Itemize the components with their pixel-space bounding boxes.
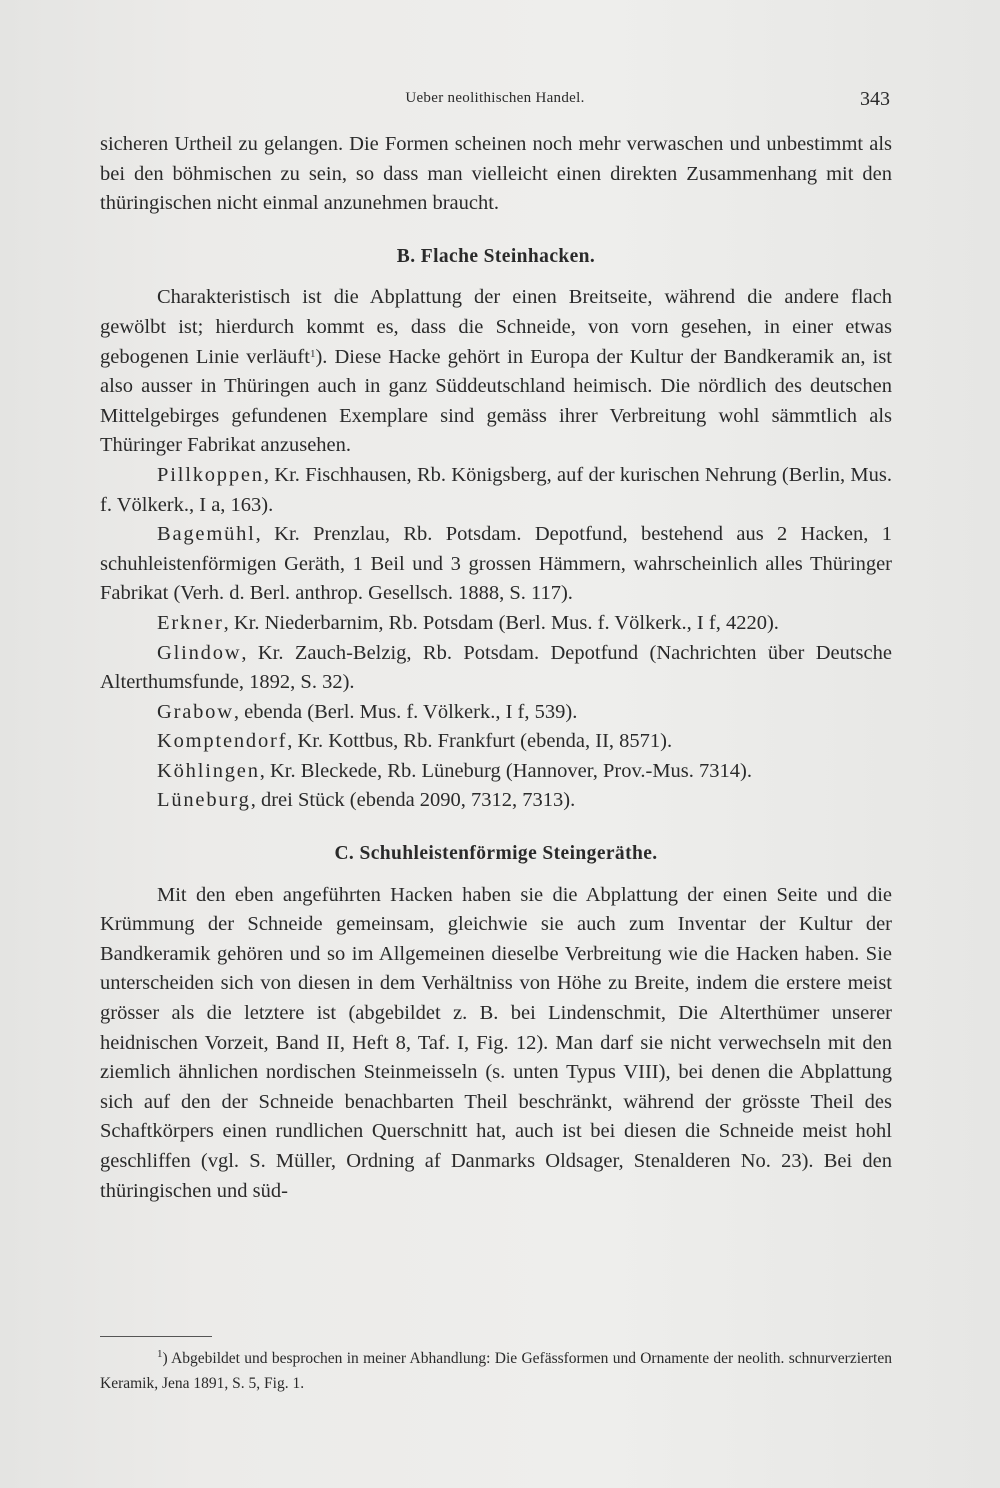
- section-b-text-part2: ). Diese Hacke gehört in Europa der Kultur der Bandkeramik an, ist also ausser in Thüringen auch in ganz Süddeutschland heimisch. Die nördlich des deutschen Mittelgebirges gefundenen Exemplare sind gemäss ihrer Verbreitung wohl sämmtlich als Thüringer Fabrikat anzusehen.: [100, 345, 892, 457]
- find-entry: [100, 786, 892, 816]
- section-b-paragraph: [100, 283, 892, 461]
- footnote-marker: 1: [157, 1348, 163, 1360]
- running-title: Ueber neolithischen Handel.: [405, 90, 585, 106]
- footnotes: [100, 1346, 892, 1396]
- find-place: Lüneburg: [157, 789, 251, 812]
- find-place: Pillkoppen: [157, 463, 264, 486]
- find-text: , drei Stück (ebenda 2090, 7312, 7313).: [250, 789, 576, 812]
- section-c-paragraph: Mit den eben angeführten Hacken haben sie die Abplattung der einen Seite und die Krümmung der Schneide gemeinsam, gleichwie sie auch zum Inventar der Kultur der Bandkeramik gehören und so im Allgemeinen dieselbe Verbreitung wie die Hacken haben. Sie unterscheiden sich von diesen in dem Verhältniss von Höhe zu Breite, indem die erstere meist grösser als die letztere ist (abgebildet z. B. bei Lindenschmit, Die Alterthümer unserer heidnischen Vorzeit, Band II, Heft 8, Taf. I, Fig. 12). Man darf sie nicht verwechseln mit den ziemlich ähnlichen nordischen Steinmeisseln (s. unten Typus VIII), bei denen die Abplattung sich auf den der Schneide benachbarten Theil beschränkt, während der grösste Theil des Schaftkörpers einen rundlichen Querschnitt hat, auch ist bei diesen die Schneide meist hohl geschliffen (vgl. S. Müller, Ordning af Danmarks Oldsager, Stenalderen No. 23). Bei den thüringischen und süd-: [100, 883, 892, 1202]
- find-entry: [100, 698, 892, 728]
- find-entry: [100, 639, 892, 698]
- find-entry: [100, 461, 892, 520]
- find-entry: [100, 520, 892, 609]
- find-place: Bagemühl: [157, 523, 256, 546]
- footnote: [100, 1346, 892, 1396]
- footnote-divider: [100, 1336, 212, 1337]
- footnote-reference: 1: [309, 347, 316, 360]
- find-text: , Kr. Fischhausen, Rb. Königsberg, auf der kurischen Nehrung (Berlin, Mus. f. Völkerk., I a, 163).: [100, 463, 892, 516]
- section-c-heading: C. Schuhleistenförmige Steingeräthe.: [334, 843, 658, 865]
- find-text: , ebenda (Berl. Mus. f. Völkerk., I f, 539).: [233, 700, 578, 723]
- page-number: 343: [860, 88, 890, 110]
- section-b-text-part1: Charakteristisch ist die Abplattung der einen Breitseite, während die andere flach gewölbt ist; hierdurch kommt es, dass die Schneide, von vorn gesehen, in einer etwas gebogenen Linie verläuft: [100, 286, 892, 368]
- section-b-heading: B. Flache Steinhacken.: [396, 245, 596, 267]
- find-place: Köhlingen: [157, 759, 260, 782]
- find-place: Erkner: [157, 611, 224, 634]
- find-text: , Kr. Bleckede, Rb. Lüneburg (Hannover, Prov.-Mus. 7314).: [259, 759, 752, 782]
- intro-paragraph: sicheren Urtheil zu gelangen. Die Formen scheinen noch mehr verwaschen und unbestimmt als bei den böhmischen zu sein, so dass man vielleicht einen direkten Zusammenhang mit den thüringischen nicht einmal anzunehmen braucht.: [100, 133, 892, 215]
- find-place: Grabow: [157, 700, 234, 723]
- find-entry: [100, 757, 892, 787]
- main-text: [100, 130, 892, 1206]
- find-place: Komptendorf: [157, 730, 288, 753]
- find-entry: [100, 727, 892, 757]
- page-header: [100, 88, 890, 112]
- find-text: , Kr. Prenzlau, Rb. Potsdam. Depotfund, bestehend aus 2 Hacken, 1 schuhleistenförmigen Geräth, 1 Beil und 3 grossen Hämmern, wahrscheinlich alles Thüringer Fabrikat (Verh. d. Berl. anthrop. Gesellsch. 1888, S. 117).: [100, 523, 892, 605]
- footnote-text: ) Abgebildet und besprochen in meiner Abhandlung: Die Gefässformen und Ornamente der neolith. schnurverzierten Keramik, Jena 1891, S. 5, Fig. 1.: [100, 1350, 892, 1392]
- find-text: , Kr. Niederbarnim, Rb. Potsdam (Berl. Mus. f. Völkerk., I f, 4220).: [223, 611, 779, 634]
- find-text: , Kr. Kottbus, Rb. Frankfurt (ebenda, II, 8571).: [287, 730, 673, 753]
- find-place: Glindow: [157, 641, 242, 664]
- find-entry: [100, 609, 892, 639]
- find-text: , Kr. Zauch-Belzig, Rb. Potsdam. Depotfund (Nachrichten über Deutsche Alterthumsfunde, 1892, S. 32).: [100, 641, 892, 694]
